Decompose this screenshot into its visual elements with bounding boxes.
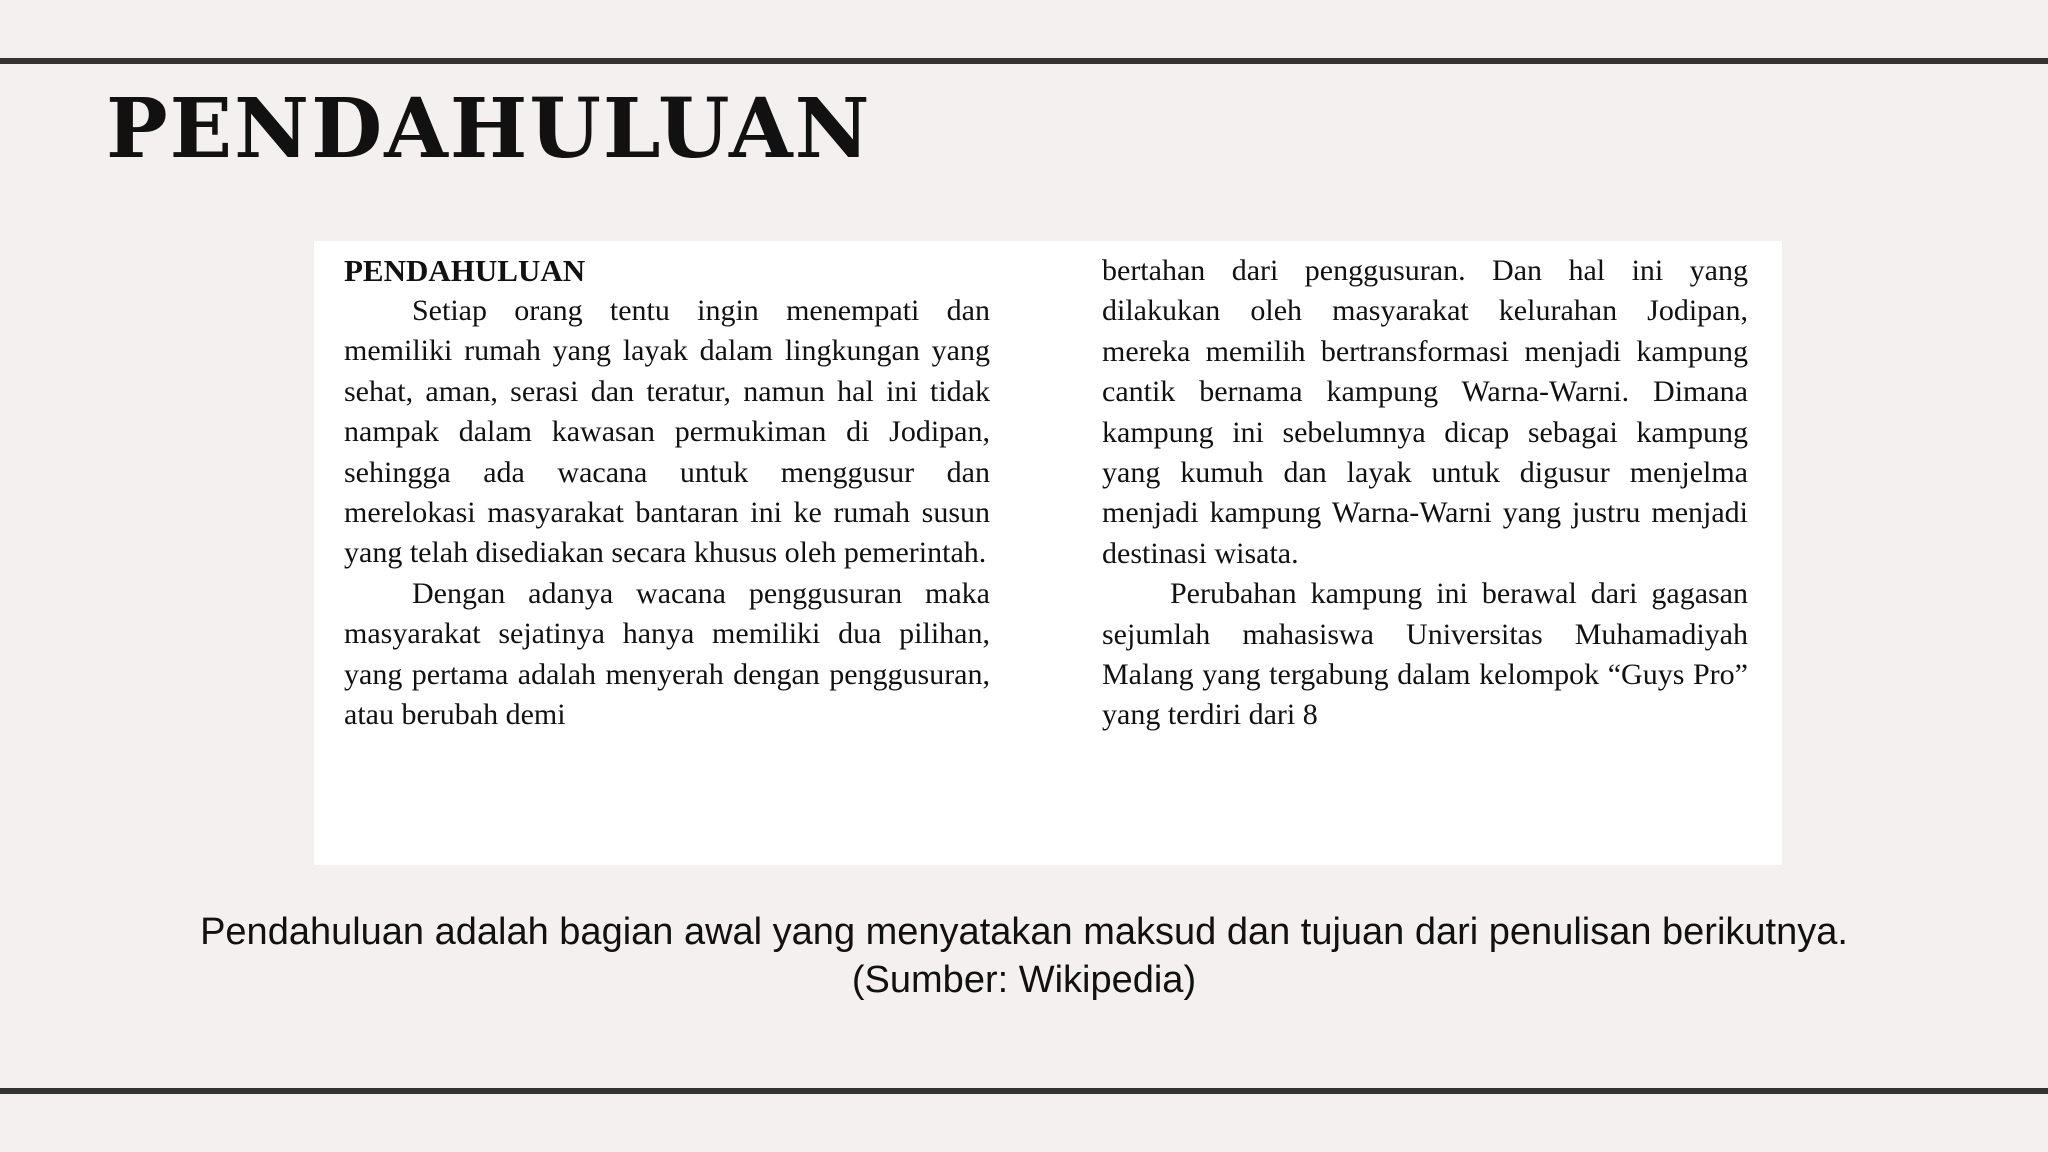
excerpt-paragraph: Setiap orang tentu ingin menempati dan memiliki rumah yang layak dalam lingkungan yang sehat, aman, serasi dan teratur, namun hal ini tidak nampak dalam kawasan permukiman di Jodipan, sehingga ada wacana untuk menggusur dan merelokasi masyarakat bantaran ini ke rumah susun yang telah disediakan secara khusus oleh pemerintah.: [344, 294, 990, 570]
excerpt-left-column: [344, 291, 990, 736]
slide-title: PENDAHULUAN: [106, 81, 872, 177]
excerpt-paragraph: bertahan dari penggusuran. Dan hal ini yang dilakukan oleh masyarakat kelurahan Jodipan, mereka memilih bertransformasi menjadi kampung cantik bernama kampung Warna-Warni. Dimana kampung ini sebelumnya dicap sebagai kampung yang kumuh dan layak untuk digusur menjelma menjadi kampung Warna-Warni yang justru menjadi destinasi wisata.: [1102, 254, 1748, 570]
document-excerpt-image: [314, 241, 1782, 865]
excerpt-right-column: [1102, 251, 1748, 736]
top-divider: [0, 58, 2048, 64]
bottom-divider: [0, 1088, 2048, 1094]
excerpt-paragraph: Dengan adanya wacana penggusuran maka masyarakat sejatinya hanya memiliki dua pilihan, yang pertama adalah menyerah dengan penggusuran, atau berubah demi: [344, 576, 990, 732]
excerpt-heading: PENDAHULUAN: [344, 253, 586, 288]
slide-caption: Pendahuluan adalah bagian awal yang menyatakan maksud dan tujuan dari penulisan berikutnya. (Sumber: Wikipedia): [200, 911, 1848, 1001]
excerpt-paragraph: Perubahan kampung ini berawal dari gagasan sejumlah mahasiswa Universitas Muhamadiyah Malang yang tergabung dalam kelompok “Guys Pro” yang terdiri dari 8: [1102, 577, 1748, 732]
